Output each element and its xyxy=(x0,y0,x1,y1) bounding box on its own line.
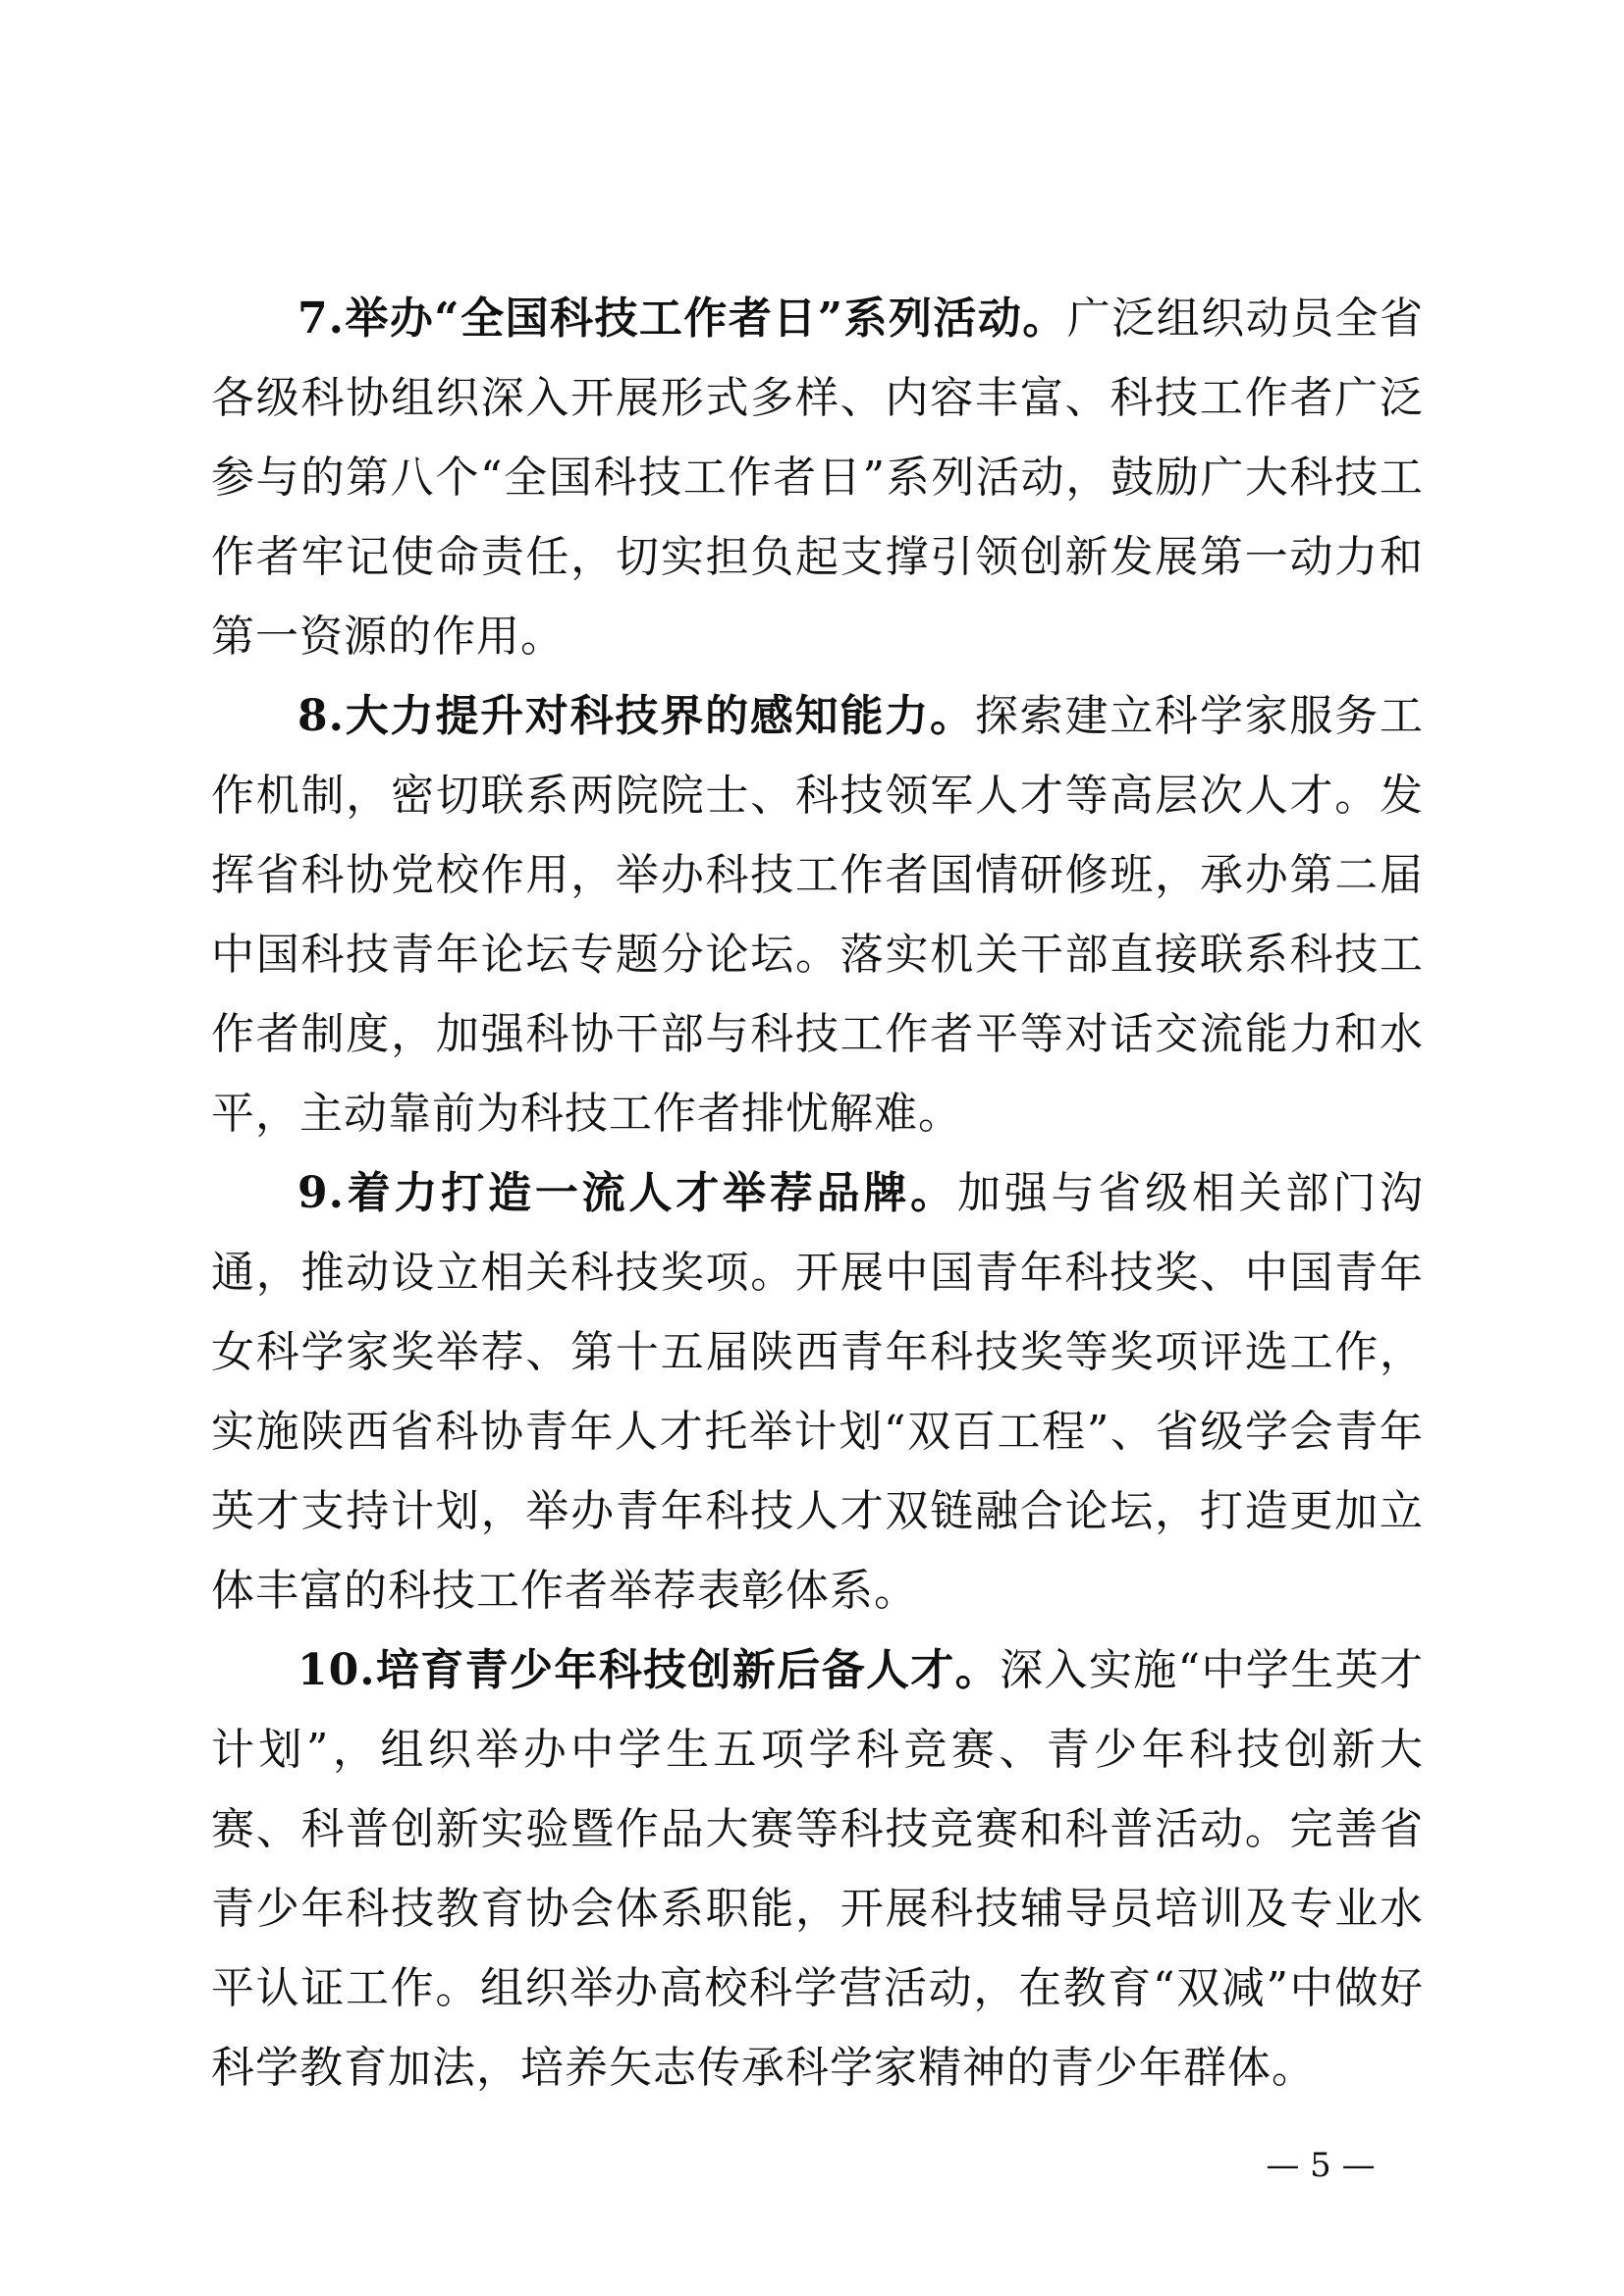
page-number: — 5 — xyxy=(1266,2146,1376,2185)
paragraph-8-heading: 8.大力提升对科技界的感知能力。 xyxy=(298,691,975,741)
paragraph-10 xyxy=(211,1630,1424,2108)
document-body xyxy=(211,279,1424,2108)
paragraph-10-text: 深入实施“中学生英才计划”，组织举办中学生五项学科竞赛、青少年科技创新大赛、科普创新实验暨作品大赛等科技竞赛和科普活动。完善省青少年科技教育协会体系职能，开展科技辅导员培训及专业水平认证工作。组织举办高校科学营活动，在教育“双减”中做好科学教育加法，培养矢志传承科学家精神的青少年群体。 xyxy=(211,1645,1424,2093)
paragraph-7-heading: 7.举办“全国科技工作者日”系列活动。 xyxy=(298,294,1067,344)
paragraph-7-text: 广泛组织动员全省各级科协组织深入开展形式多样、内容丰富、科技工作者广泛参与的第八个“全国科技工作者日”系列活动，鼓励广大科技工作者牢记使命责任，切实担负起支撑引领创新发展第一动力和第一资源的作用。 xyxy=(211,294,1424,662)
paragraph-10-heading: 10.培育青少年科技创新后备人才。 xyxy=(298,1645,1001,1695)
paragraph-8 xyxy=(211,676,1424,1153)
paragraph-9 xyxy=(211,1153,1424,1630)
paragraph-9-text: 加强与省级相关部门沟通，推动设立相关科技奖项。开展中国青年科技奖、中国青年女科学家奖举荐、第十五届陕西青年科技奖等奖项评选工作，实施陕西省科协青年人才托举计划“双百工程”、省级学会青年英才支持计划，举办青年科技人才双链融合论坛，打造更加立体丰富的科技工作者举荐表彰体系。 xyxy=(211,1168,1425,1616)
paragraph-8-text: 探索建立科学家服务工作机制，密切联系两院院士、科技领军人才等高层次人才。发挥省科协党校作用，举办科技工作者国情研修班，承办第二届中国科技青年论坛专题分论坛。落实机关干部直接联系科技工作者制度，加强科协干部与科技工作者平等对话交流能力和水平，主动靠前为科技工作者排忧解难。 xyxy=(211,691,1425,1139)
paragraph-9-heading: 9.着力打造一流人才举荐品牌。 xyxy=(298,1168,957,1218)
paragraph-7 xyxy=(211,279,1424,676)
